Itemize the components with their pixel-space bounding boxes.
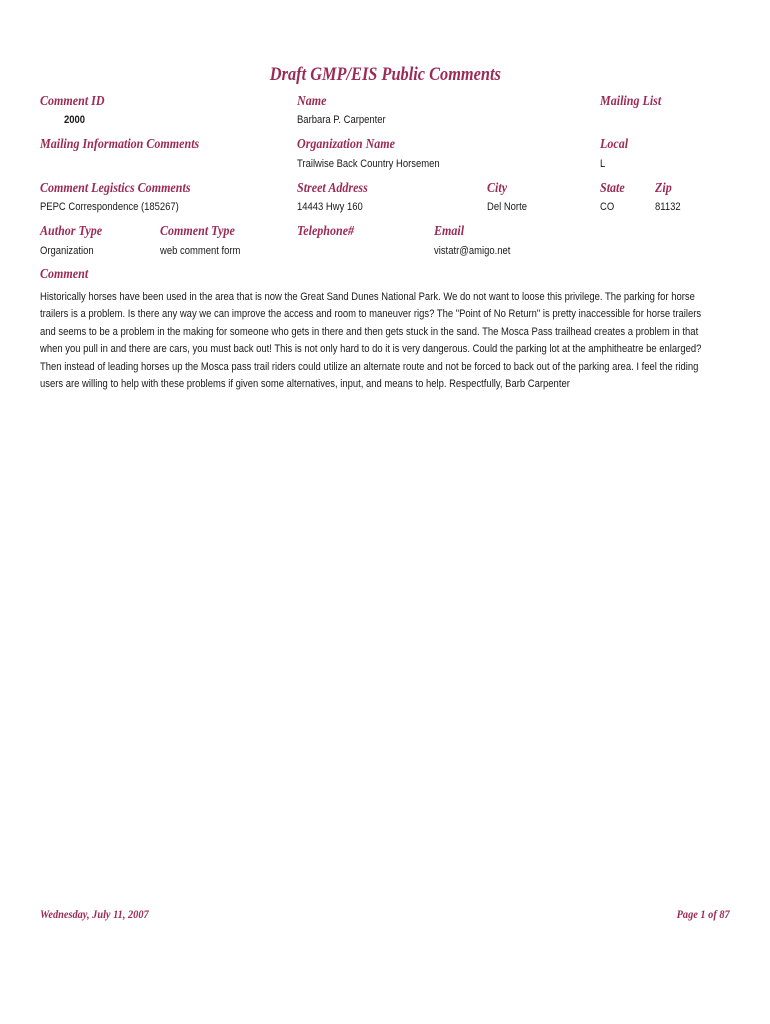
state-value: CO	[600, 201, 615, 213]
comment-type-value: web comment form	[160, 245, 241, 257]
local-value: L	[600, 158, 606, 170]
comment-id-value: 2000	[64, 114, 86, 126]
local-label: Local	[600, 137, 629, 152]
comment-label: Comment	[40, 267, 89, 282]
organization-name-label: Organization Name	[297, 137, 396, 152]
zip-label: Zip	[655, 181, 672, 196]
mailing-list-label: Mailing List	[600, 94, 662, 109]
email-value: vistatr@amigo.net	[434, 245, 511, 257]
comment-legistics-comments-label: Comment Legistics Comments	[40, 181, 191, 196]
comment-id-label: Comment ID	[40, 94, 105, 109]
organization-name-value: Trailwise Back Country Horsemen	[297, 158, 440, 170]
telephone-label: Telephone#	[297, 224, 355, 239]
document-title: Draft GMP/EIS Public Comments	[269, 64, 501, 85]
mailing-information-comments-label: Mailing Information Comments	[40, 137, 200, 152]
comment-body: Historically horses have been used in the area that is now the Great Sand Dunes National Park. We do not want to loose this privilege. The parking for horse trailers is a problem. Is there any way we can improve the access and room to maneuver rigs? The "Point of No Return" is pretty inaccessible for horse trailers and seems to be a problem in the making for someone who gets in there and then gets stuck in the sand. The Mosca Pass trailhead creates a problem in that when you pull in and there are cars, you must back out! This is not only hard to do it is very dangerous. Could the parking lot at the amphitheatre be enlarged? Then instead of leading horses up the Mosca pass trail riders could utilize an alternate route and not be forced to back out of the parking area. I feel the riding users are willing to help with these problems if given some alternatives, input, and means to help. Respectfully, Barb Carpenter	[40, 291, 702, 391]
footer-page-number: Page 1 of 87	[676, 907, 730, 921]
comment-legistics-value: PEPC Correspondence (185267)	[40, 201, 179, 213]
footer-date: Wednesday, July 11, 2007	[40, 907, 149, 921]
street-address-value: 14443 Hwy 160	[297, 201, 363, 213]
city-value: Del Norte	[487, 201, 527, 213]
comment-type-label: Comment Type	[160, 224, 235, 239]
email-label: Email	[434, 224, 465, 239]
author-type-label: Author Type	[40, 224, 103, 239]
name-label: Name	[297, 94, 327, 109]
author-type-value: Organization	[40, 245, 94, 257]
name-value: Barbara P. Carpenter	[297, 114, 386, 126]
city-label: City	[487, 181, 508, 196]
street-address-label: Street Address	[297, 181, 368, 196]
state-label: State	[600, 181, 625, 196]
zip-value: 81132	[655, 201, 681, 213]
